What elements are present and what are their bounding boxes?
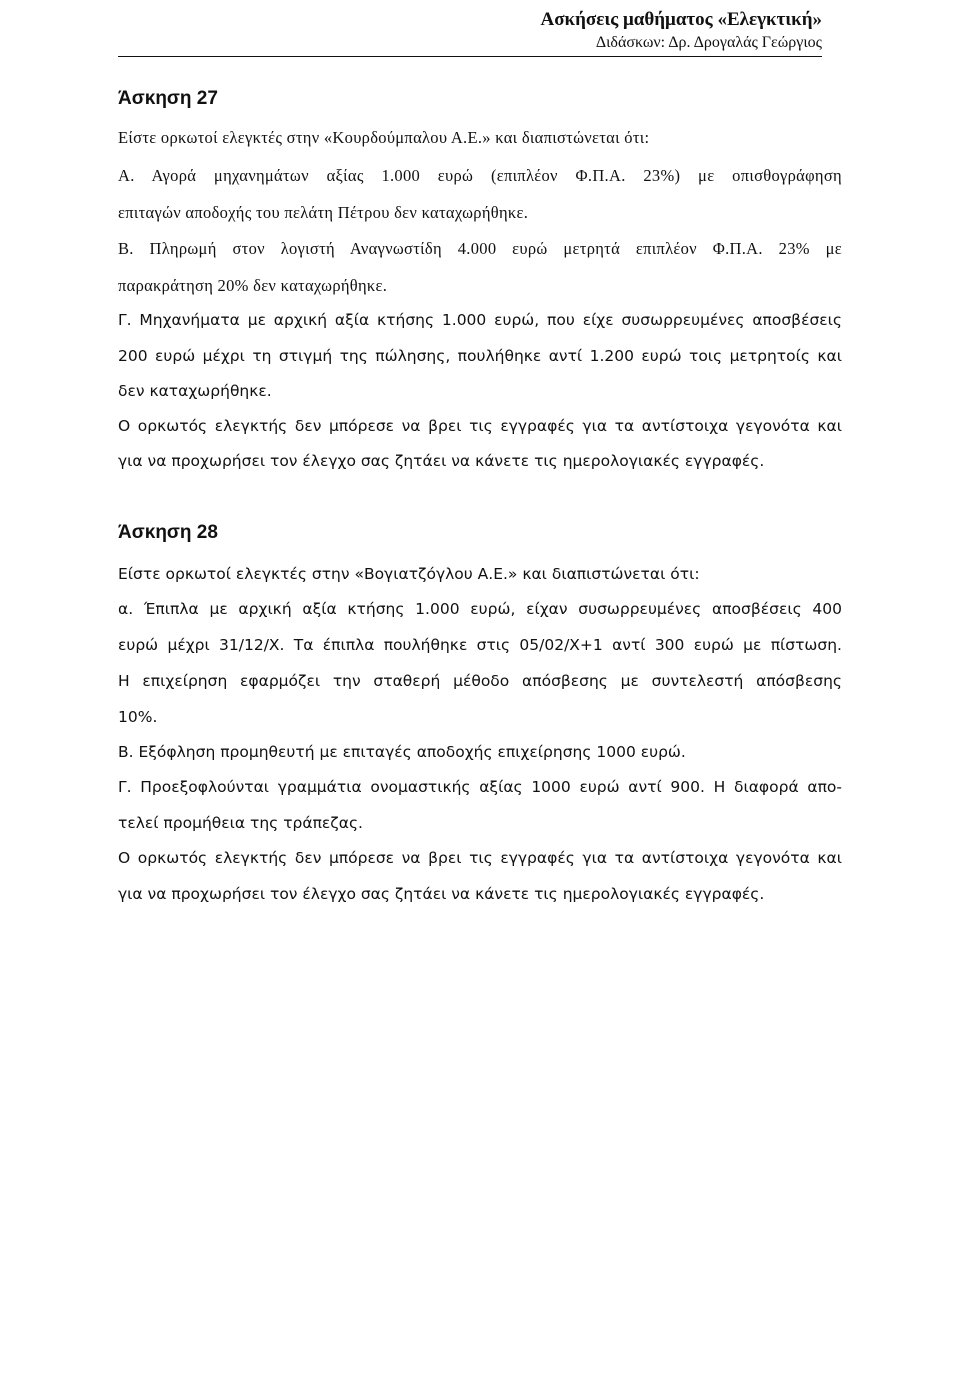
exercise-27-line: Ο ορκωτός ελεγκτής δεν μπόρεσε να βρει τις εγγραφές για τα αντίστοιχα γεγονότα και [118,417,842,435]
exercise-28-line: Γ. Προεξοφλούνται γραμμάτια ονομαστικής αξίας 1000 ευρώ αντί 900. Η διαφορά απο- [118,778,842,796]
exercise-28-line: ευρώ μέχρι 31/12/Χ. Τα έπιπλα πουλήθηκε στις 05/02/Χ+1 αντί 300 ευρώ με πίστωση. [118,636,842,654]
exercise-27-line: Β. Πληρωμή στον λογιστή Αναγνωστίδη 4.000 ευρώ μετρητά επιπλέον Φ.Π.Α. 23% με [118,239,842,258]
exercise-27-line: Α. Αγορά μηχανημάτων αξίας 1.000 ευρώ (επιπλέον Φ.Π.Α. 23%) με οπισθογράφηση [118,166,842,185]
exercise-28-line: Είστε ορκωτοί ελεγκτές στην «Βογιατζόγλου Α.Ε.» και διαπιστώνεται ότι: [118,565,700,583]
exercise-28-line: α. Έπιπλα με αρχική αξία κτήσης 1.000 ευρώ, είχαν συσωρρευμένες αποσβέσεις 400 [118,600,842,618]
exercise-28-title: Άσκηση 28 [118,522,218,543]
exercise-27-line: παρακράτηση 20% δεν καταχωρήθηκε. [118,276,388,295]
exercise-27-line: για να προχωρήσει τον έλεγχο σας ζητάει να κάνετε τις ημερολογιακές εγγραφές. [118,452,765,470]
exercise-27-line: 200 ευρώ μέχρι τη στιγμή της πώλησης, πουλήθηκε αντί 1.200 ευρώ τοις μετρητοίς και [118,347,842,365]
header-divider [118,56,822,57]
exercise-27-line: δεν καταχωρήθηκε. [118,382,272,400]
exercise-27-line: Είστε ορκωτοί ελεγκτές στην «Κουρδούμπαλου Α.Ε.» και διαπιστώνεται ότι: [118,128,650,147]
exercise-28-line: Β. Εξόφληση προμηθευτή με επιταγές αποδοχής επιχείρησης 1000 ευρώ. [118,743,686,761]
exercise-28-line: Ο ορκωτός ελεγκτής δεν μπόρεσε να βρει τις εγγραφές για τα αντίστοιχα γεγονότα και [118,849,842,867]
header-title: Ασκήσεις μαθήματος «Ελεγκτική» [540,9,822,30]
exercise-28-line: για να προχωρήσει τον έλεγχο σας ζητάει να κάνετε τις ημερολογιακές εγγραφές. [118,885,765,903]
exercise-28-line: 10%. [118,708,158,726]
exercise-27-title: Άσκηση 27 [118,88,218,109]
header-subtitle: Διδάσκων: Δρ. Δρογαλάς Γεώργιος [595,34,822,51]
exercise-27-line: Γ. Μηχανήματα με αρχική αξία κτήσης 1.000 ευρώ, που είχε συσωρρευμένες αποσβέσεις [118,311,842,329]
page-header [540,8,822,54]
exercise-27-line: επιταγών αποδοχής του πελάτη Πέτρου δεν καταχωρήθηκε. [118,203,529,222]
exercise-28-line: τελεί προμήθεια της τράπεζας. [118,814,363,832]
exercise-28-line: Η επιχείρηση εφαρμόζει την σταθερή μέθοδο απόσβεσης με συντελεστή απόσβεσης [118,672,842,690]
